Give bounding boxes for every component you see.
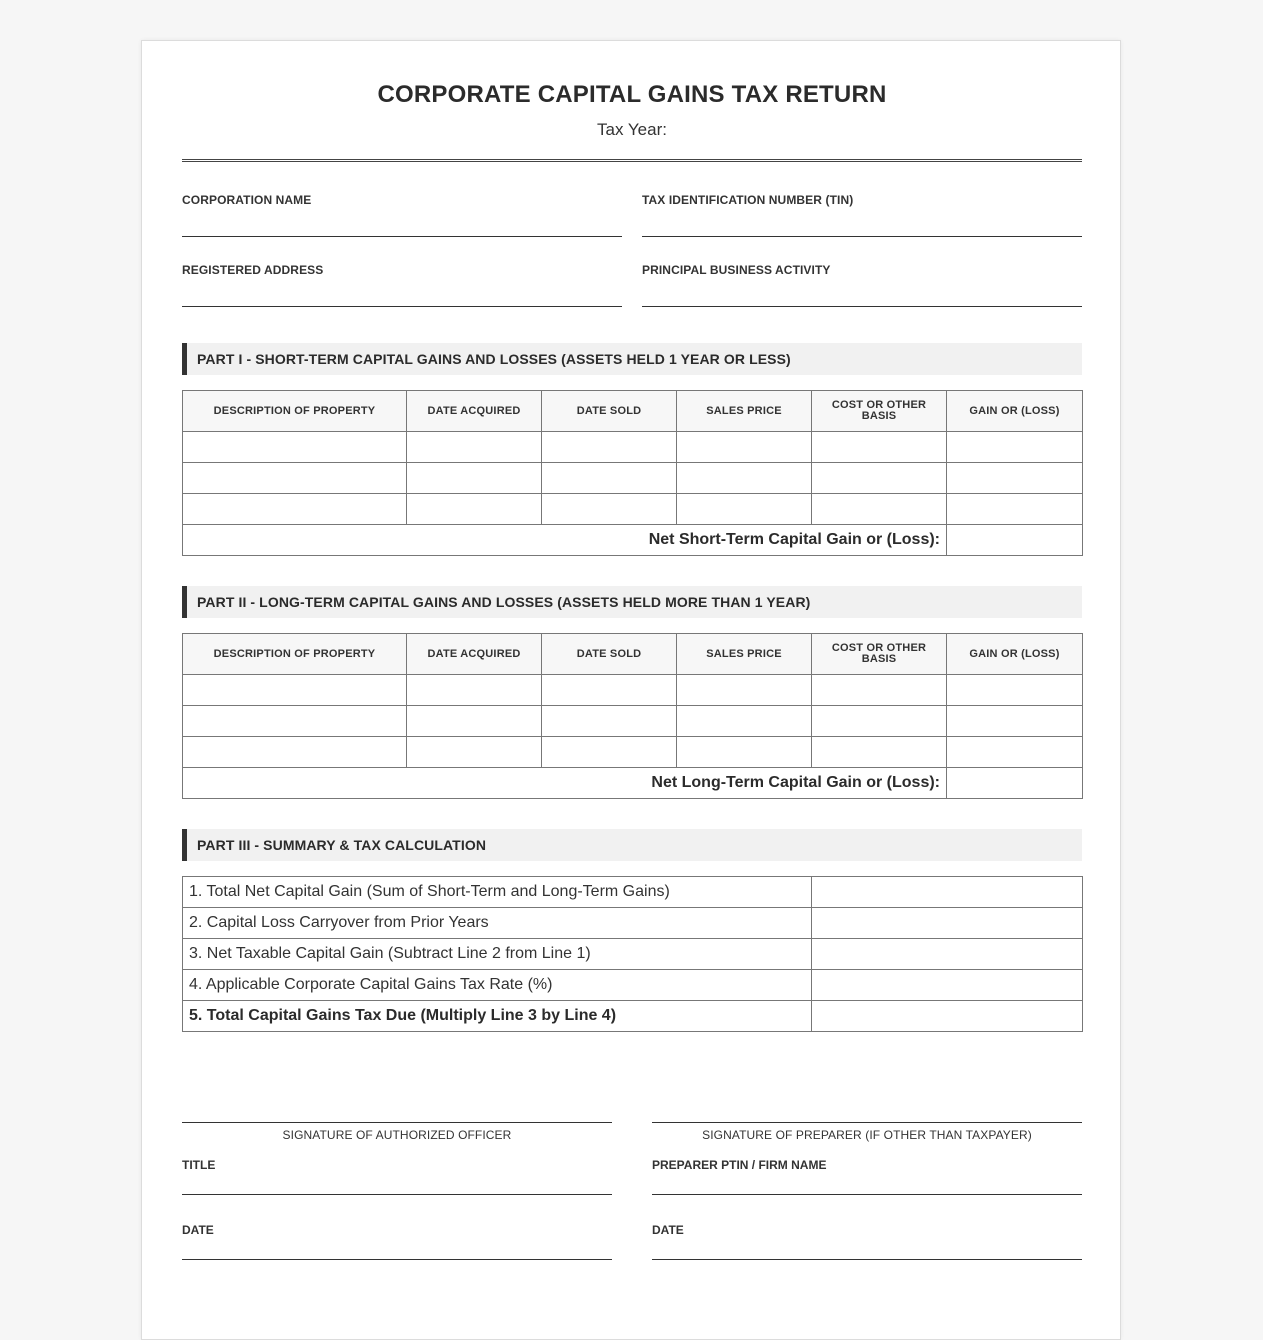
title-field[interactable] xyxy=(182,1158,612,1172)
part1-net-label: Net Short-Term Capital Gain or (Loss): xyxy=(183,525,947,556)
table-cell[interactable] xyxy=(407,675,542,706)
summary-line-3-label: 3. Net Taxable Capital Gain (Subtract Line 2 from Line 1) xyxy=(183,939,812,970)
table-row xyxy=(183,432,1083,463)
table-cell[interactable] xyxy=(947,432,1083,463)
summary-line-4-value[interactable] xyxy=(812,970,1083,1001)
date-label-right: DATE xyxy=(652,1223,684,1237)
officer-signature-caption: SIGNATURE OF AUTHORIZED OFFICER xyxy=(282,1128,512,1142)
table-cell[interactable] xyxy=(542,706,677,737)
summary-line-2-value[interactable] xyxy=(812,908,1083,939)
summary-line-2-label: 2. Capital Loss Carryover from Prior Years xyxy=(183,908,812,939)
summary-row xyxy=(183,908,1083,939)
table-cell[interactable] xyxy=(812,432,947,463)
table-cell[interactable] xyxy=(183,706,407,737)
table-cell[interactable] xyxy=(542,494,677,525)
title-label: TITLE xyxy=(182,1158,216,1172)
table-cell[interactable] xyxy=(183,463,407,494)
preparer-signature-block[interactable] xyxy=(652,1122,1082,1142)
table-cell[interactable] xyxy=(407,432,542,463)
principal-business-line[interactable] xyxy=(642,306,1082,307)
table-row xyxy=(183,706,1083,737)
summary-line-3-value[interactable] xyxy=(812,939,1083,970)
preparer-signature-caption: SIGNATURE OF PREPARER (IF OTHER THAN TAXPAYER) xyxy=(702,1128,1032,1142)
summary-line-1-label: 1. Total Net Capital Gain (Sum of Short-Term and Long-Term Gains) xyxy=(183,877,812,908)
date-field-left[interactable] xyxy=(182,1223,612,1237)
table-cell[interactable] xyxy=(677,737,812,768)
tax-year-label: Tax Year: xyxy=(597,120,667,139)
part1-net-row xyxy=(183,525,1083,556)
registered-address-line[interactable] xyxy=(182,306,622,307)
registered-address-field[interactable] xyxy=(182,263,622,277)
part1-header xyxy=(182,343,1082,375)
part1-table xyxy=(182,390,1083,556)
table-cell[interactable] xyxy=(542,737,677,768)
date-line-left[interactable] xyxy=(182,1259,612,1260)
table-cell[interactable] xyxy=(812,706,947,737)
table-cell[interactable] xyxy=(183,494,407,525)
part3-summary-table xyxy=(182,876,1083,1032)
form-page xyxy=(141,40,1121,1340)
part2-net-label: Net Long-Term Capital Gain or (Loss): xyxy=(183,768,947,799)
part3-header xyxy=(182,829,1082,861)
table-cell[interactable] xyxy=(542,675,677,706)
part1-net-value-cell[interactable] xyxy=(947,525,1083,556)
corporation-name-field[interactable] xyxy=(182,193,622,207)
table-row xyxy=(183,494,1083,525)
part2-col-description: DESCRIPTION OF PROPERTY xyxy=(183,634,407,675)
officer-signature-line[interactable] xyxy=(182,1122,612,1123)
summary-row xyxy=(183,1001,1083,1032)
summary-row xyxy=(183,939,1083,970)
table-row xyxy=(183,737,1083,768)
table-cell[interactable] xyxy=(407,706,542,737)
table-cell[interactable] xyxy=(542,463,677,494)
summary-line-5-value[interactable] xyxy=(812,1001,1083,1032)
table-cell[interactable] xyxy=(183,675,407,706)
table-cell[interactable] xyxy=(947,706,1083,737)
part2-title: PART II - LONG-TERM CAPITAL GAINS AND LOSSES (ASSETS HELD MORE THAN 1 YEAR) xyxy=(197,594,811,610)
summary-row xyxy=(183,970,1083,1001)
table-cell[interactable] xyxy=(947,737,1083,768)
part2-col-date-acquired: DATE ACQUIRED xyxy=(407,634,542,675)
table-cell[interactable] xyxy=(677,494,812,525)
part1-col-sales-price: SALES PRICE xyxy=(677,391,812,432)
part3-title: PART III - SUMMARY & TAX CALCULATION xyxy=(197,837,487,853)
summary-line-1-value[interactable] xyxy=(812,877,1083,908)
part2-net-value-cell[interactable] xyxy=(947,768,1083,799)
table-cell[interactable] xyxy=(677,675,812,706)
date-line-right[interactable] xyxy=(652,1259,1082,1260)
part1-col-gain-loss: GAIN OR (LOSS) xyxy=(947,391,1083,432)
date-label-left: DATE xyxy=(182,1223,214,1237)
table-cell[interactable] xyxy=(947,494,1083,525)
part2-net-row xyxy=(183,768,1083,799)
form-title: CORPORATE CAPITAL GAINS TAX RETURN xyxy=(377,81,887,108)
tin-line[interactable] xyxy=(642,236,1082,237)
part1-col-date-sold: DATE SOLD xyxy=(542,391,677,432)
title-line[interactable] xyxy=(182,1194,612,1195)
table-cell[interactable] xyxy=(183,737,407,768)
officer-signature-block[interactable] xyxy=(182,1122,612,1142)
preparer-ptin-line[interactable] xyxy=(652,1194,1082,1195)
header-divider xyxy=(182,159,1082,162)
table-cell[interactable] xyxy=(407,737,542,768)
table-row xyxy=(183,675,1083,706)
corporation-name-label: CORPORATION NAME xyxy=(182,193,312,207)
date-field-right[interactable] xyxy=(652,1223,1082,1237)
part2-col-sales-price: SALES PRICE xyxy=(677,634,812,675)
part1-title: PART I - SHORT-TERM CAPITAL GAINS AND LOSSES (ASSETS HELD 1 YEAR OR LESS) xyxy=(197,351,791,367)
summary-row xyxy=(183,877,1083,908)
table-cell[interactable] xyxy=(407,463,542,494)
table-cell[interactable] xyxy=(947,463,1083,494)
table-cell[interactable] xyxy=(677,463,812,494)
preparer-ptin-label: PREPARER PTIN / FIRM NAME xyxy=(652,1158,827,1172)
principal-business-field[interactable] xyxy=(642,263,1082,277)
table-row xyxy=(183,463,1083,494)
part2-header-row xyxy=(183,634,1083,675)
part2-table xyxy=(182,633,1083,799)
table-cell[interactable] xyxy=(183,432,407,463)
tin-field[interactable] xyxy=(642,193,1082,207)
tin-label: TAX IDENTIFICATION NUMBER (TIN) xyxy=(642,193,854,207)
part2-col-gain-loss: GAIN OR (LOSS) xyxy=(947,634,1083,675)
part1-col-date-acquired: DATE ACQUIRED xyxy=(407,391,542,432)
part1-col-description: DESCRIPTION OF PROPERTY xyxy=(183,391,407,432)
table-cell[interactable] xyxy=(812,737,947,768)
preparer-signature-line[interactable] xyxy=(652,1122,1082,1123)
part1-header-row xyxy=(183,391,1083,432)
table-cell[interactable] xyxy=(947,675,1083,706)
table-cell[interactable] xyxy=(812,463,947,494)
table-cell[interactable] xyxy=(407,494,542,525)
corporation-name-line[interactable] xyxy=(182,236,622,237)
part2-col-cost-basis: COST OR OTHER BASIS xyxy=(812,634,947,675)
summary-line-4-label: 4. Applicable Corporate Capital Gains Tax Rate (%) xyxy=(183,970,812,1001)
summary-line-5-label: 5. Total Capital Gains Tax Due (Multiply Line 3 by Line 4) xyxy=(183,1001,812,1032)
table-cell[interactable] xyxy=(677,706,812,737)
part2-header xyxy=(182,586,1082,618)
preparer-ptin-field[interactable] xyxy=(652,1158,1082,1172)
table-cell[interactable] xyxy=(677,432,812,463)
table-cell[interactable] xyxy=(542,432,677,463)
part1-col-cost-basis: COST OR OTHER BASIS xyxy=(812,391,947,432)
part2-col-date-sold: DATE SOLD xyxy=(542,634,677,675)
principal-business-label: PRINCIPAL BUSINESS ACTIVITY xyxy=(642,263,831,277)
registered-address-label: REGISTERED ADDRESS xyxy=(182,263,324,277)
table-cell[interactable] xyxy=(812,675,947,706)
table-cell[interactable] xyxy=(812,494,947,525)
